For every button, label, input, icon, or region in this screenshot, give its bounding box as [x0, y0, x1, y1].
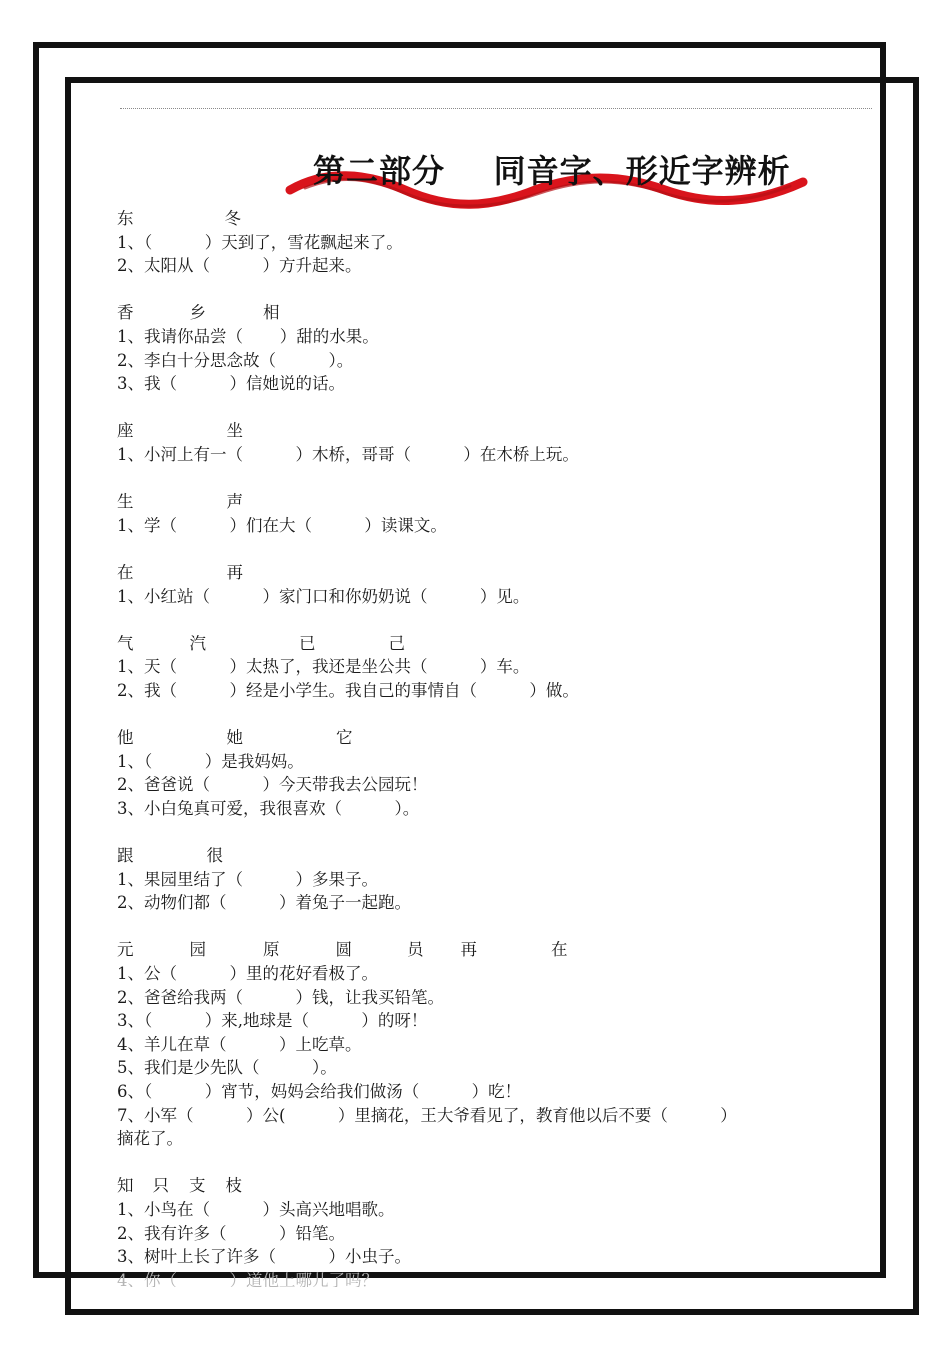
exercise-section — [117, 490, 837, 537]
fill-blank-sentence: 3、小白兔真可爱，我很喜欢（ ）。 — [117, 798, 420, 818]
char-option: 支 — [189, 1176, 206, 1196]
char-group — [117, 1174, 837, 1198]
char-option: 冬 — [224, 209, 241, 228]
char-option: 再 — [460, 940, 477, 960]
char-group — [117, 490, 837, 514]
fill-blank-sentence: 2、爸爸给我两（ ）钱，让我买铅笔。 — [117, 987, 444, 1007]
exercise-section — [117, 938, 837, 1150]
char-option: 他 — [117, 728, 134, 748]
fill-blank-sentence: 1、天（ ）太热了，我还是坐公共（ ）车。 — [117, 657, 530, 677]
fill-blank-sentence: 2、我有许多（ ）铅笔。 — [117, 1223, 345, 1243]
char-group — [117, 207, 837, 231]
char-group — [117, 726, 837, 750]
fill-blank-sentence: 1、公（ ）里的花好看极了。 — [117, 964, 378, 983]
char-option: 元 — [117, 940, 134, 960]
char-option: 在 — [551, 940, 568, 960]
char-option: 在 — [117, 562, 134, 582]
fill-blank-sentence: 1、小红站（ ）家门口和你奶奶说（ ）见。 — [117, 586, 530, 606]
char-group — [117, 419, 837, 443]
char-option: 已 — [299, 633, 316, 653]
fill-blank-sentence: 1、果园里结了（ ）多果子。 — [117, 869, 378, 889]
char-option: 员 — [407, 940, 424, 960]
char-option: 座 — [117, 421, 134, 441]
char-group — [117, 632, 837, 656]
fill-blank-sentence: 4、你（ ）道他上哪儿了吗？ — [117, 1270, 378, 1287]
exercise-list — [117, 207, 837, 1287]
char-option: 生 — [117, 492, 134, 512]
page-title: 第二部分 同音字、形近字辨析 — [313, 152, 791, 190]
char-option: 圆 — [335, 940, 352, 960]
char-option: 它 — [336, 728, 353, 748]
fill-blank-sentence: 4、羊儿在草（ ）上吃草。 — [117, 1034, 362, 1054]
fill-blank-sentence: 1、小鸟在（ ）头高兴地唱歌。 — [117, 1199, 395, 1219]
char-option: 知 — [117, 1176, 134, 1196]
char-option: 枝 — [225, 1176, 242, 1196]
char-option: 只 — [152, 1176, 169, 1196]
char-option: 跟 — [117, 846, 134, 866]
exercise-section — [117, 419, 837, 466]
char-option: 汽 — [189, 633, 206, 653]
char-option: 坐 — [226, 421, 243, 441]
char-option: 己 — [388, 633, 405, 653]
fill-blank-sentence: 1、我请你品尝（ ）甜的水果。 — [117, 326, 379, 346]
exercise-section — [117, 207, 837, 278]
header-rule — [120, 108, 872, 109]
fill-blank-sentence: 1、（ ）是我妈妈。 — [117, 751, 304, 771]
char-option: 她 — [226, 728, 243, 748]
fill-blank-sentence: 2、动物们都（ ）着兔子一起跑。 — [117, 893, 411, 913]
char-option: 气 — [117, 633, 134, 653]
fill-blank-sentence: 7、小军（ ）公( ）里摘花，王大爷看见了，教育他以后不要（ ） — [117, 1105, 737, 1125]
char-option: 香 — [117, 303, 134, 323]
fill-blank-sentence: 3、（ ）来,地球是（ ）的呀！ — [117, 1011, 428, 1031]
exercise-section — [117, 301, 837, 395]
fill-blank-sentence: 2、李白十分思念故（ ）。 — [117, 350, 354, 370]
exercise-section — [117, 561, 837, 608]
fill-blank-sentence: 2、太阳从（ ）方升起来。 — [117, 256, 362, 276]
fill-blank-sentence: 6、（ ）宵节，妈妈会给我们做汤（ ）吃！ — [117, 1081, 522, 1101]
exercise-section — [117, 632, 837, 703]
fill-blank-sentence: 1、学（ ）们在大（ ）读课文。 — [117, 515, 447, 535]
char-option: 原 — [263, 940, 280, 960]
char-option: 再 — [226, 562, 243, 582]
exercise-section — [117, 726, 837, 820]
fill-blank-sentence: 1、小河上有一（ ）木桥，哥哥（ ）在木桥上玩。 — [117, 444, 579, 464]
char-group — [117, 844, 837, 868]
fill-blank-sentence: 3、树叶上长了许多（ ）小虫子。 — [117, 1247, 411, 1267]
fill-blank-sentence: 2、我（ ）经是小学生。我自己的事情自（ ）做。 — [117, 680, 579, 700]
char-option: 相 — [263, 303, 280, 323]
fill-blank-sentence: 2、爸爸说（ ）今天带我去公园玩！ — [117, 775, 428, 795]
fill-blank-sentence: 1、（ ）天到了，雪花飘起来了。 — [117, 232, 403, 252]
char-option: 东 — [117, 209, 134, 228]
char-group — [117, 561, 837, 585]
char-group — [117, 938, 837, 962]
fill-blank-sentence: 3、我（ ）信她说的话。 — [117, 374, 345, 394]
char-option: 乡 — [189, 303, 206, 323]
exercise-section — [117, 1174, 837, 1287]
exercise-section — [117, 844, 837, 915]
char-option: 声 — [226, 492, 243, 512]
fill-blank-sentence: 5、我们是少先队（ ）。 — [117, 1058, 337, 1078]
char-option: 园 — [189, 940, 206, 960]
char-option: 很 — [206, 846, 223, 866]
fill-blank-sentence: 摘花了。 — [117, 1129, 183, 1149]
char-group — [117, 301, 837, 325]
